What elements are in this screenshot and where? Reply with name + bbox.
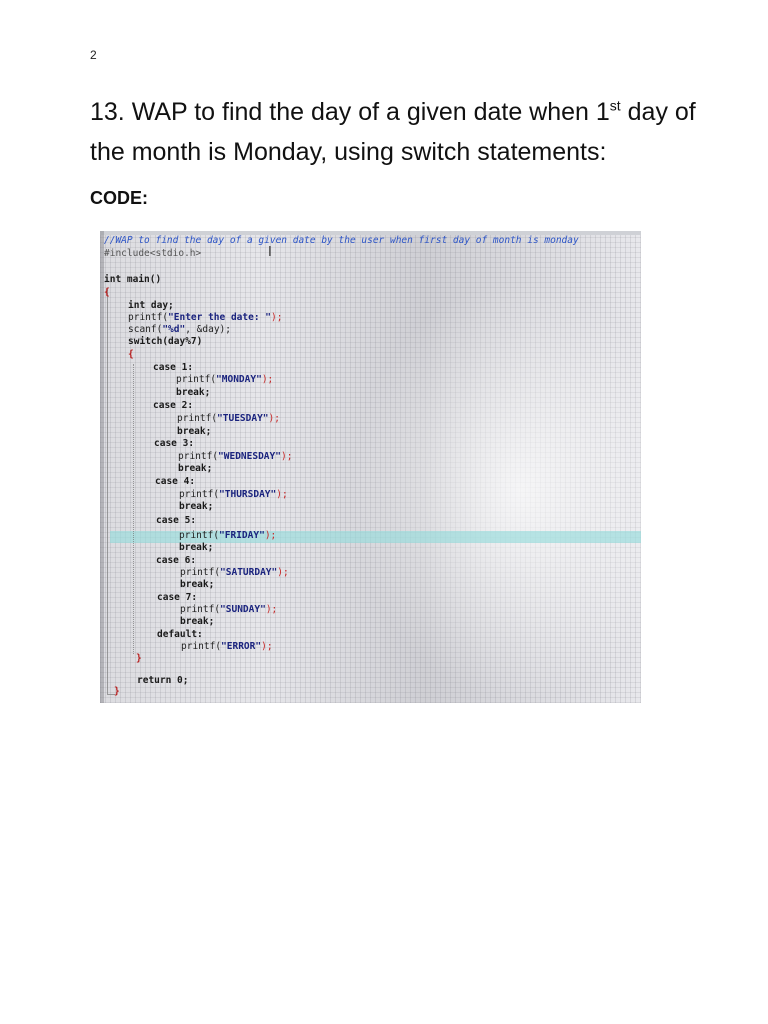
code-case-2: case 2: bbox=[153, 400, 194, 411]
code-stmt-close: ); bbox=[265, 604, 278, 615]
code-friday-string: "FRIDAY" bbox=[219, 530, 265, 541]
code-prompt-end: ); bbox=[271, 312, 283, 323]
code-error-string: "ERROR" bbox=[221, 641, 262, 652]
code-monday-string: "MONDAY" bbox=[216, 374, 262, 385]
code-prompt-string: "Enter the date: " bbox=[168, 312, 271, 323]
code-scanf-kw: scanf( bbox=[128, 324, 163, 335]
editor-gutter bbox=[100, 231, 104, 703]
code-stmt-close: ); bbox=[261, 374, 274, 385]
code-decl-line: int day; bbox=[128, 300, 174, 311]
code-break-7: break; bbox=[180, 616, 215, 627]
code-printf-saturday bbox=[180, 567, 289, 579]
code-wednesday-string: "WEDNESDAY" bbox=[218, 451, 281, 462]
code-sunday-string: "SUNDAY" bbox=[220, 604, 266, 615]
code-printf-open: printf( bbox=[180, 604, 221, 615]
code-printf-open: printf( bbox=[179, 489, 220, 500]
code-printf-error bbox=[181, 641, 273, 653]
code-case-5: case 5: bbox=[156, 515, 197, 526]
code-main-close-brace: } bbox=[114, 686, 120, 697]
code-case-4: case 4: bbox=[155, 476, 196, 487]
code-screenshot bbox=[100, 231, 641, 703]
code-printf-sunday bbox=[180, 604, 277, 616]
code-case-3: case 3: bbox=[154, 438, 195, 449]
code-printf-open: printf( bbox=[181, 641, 222, 652]
code-stmt-close: ); bbox=[261, 641, 273, 652]
code-thursday-string: "THURSDAY" bbox=[219, 489, 277, 500]
code-printf-friday bbox=[179, 530, 276, 542]
code-break-3: break; bbox=[178, 463, 213, 474]
code-stmt-close: ); bbox=[276, 489, 288, 500]
code-scanf-rest: , &day); bbox=[185, 324, 231, 335]
code-printf-kw: printf( bbox=[128, 312, 169, 323]
code-case-1: case 1: bbox=[153, 362, 194, 373]
code-switch-close-brace: } bbox=[136, 653, 142, 664]
code-printf-open: printf( bbox=[180, 567, 221, 578]
code-main-decl: int main() bbox=[104, 274, 162, 285]
question-prefix: 13. WAP to find the day of a given date when 1 bbox=[90, 98, 610, 126]
code-printf-monday bbox=[176, 374, 273, 386]
code-scanf-format: "%d" bbox=[162, 324, 186, 335]
code-saturday-string: "SATURDAY" bbox=[220, 567, 278, 578]
question-suffix: day of the month is Monday, using switch statements: bbox=[90, 98, 696, 166]
code-printf-tuesday bbox=[177, 413, 280, 425]
text-cursor-icon: I bbox=[268, 245, 272, 260]
code-return-line: return 0; bbox=[137, 675, 189, 686]
code-break-6: break; bbox=[180, 579, 215, 590]
code-printf-open: printf( bbox=[176, 374, 217, 385]
code-scanf-line bbox=[128, 324, 231, 336]
code-stmt-close: ); bbox=[277, 567, 289, 578]
code-printf-prompt-line bbox=[128, 312, 282, 324]
code-printf-open: printf( bbox=[178, 451, 219, 462]
code-stmt-close: ); bbox=[280, 451, 293, 462]
code-switch-open-brace: { bbox=[128, 349, 134, 360]
code-break-2: break; bbox=[177, 426, 212, 437]
switch-fold-line bbox=[133, 364, 134, 654]
code-stmt-close: ); bbox=[268, 413, 280, 424]
code-printf-wednesday bbox=[178, 451, 292, 463]
main-fold-line bbox=[107, 289, 108, 694]
code-tuesday-string: "TUESDAY" bbox=[217, 413, 269, 424]
code-printf-thursday bbox=[179, 489, 288, 501]
code-stmt-close: ); bbox=[264, 530, 277, 541]
code-case-6: case 6: bbox=[156, 555, 197, 566]
ordinal-superscript: st bbox=[609, 97, 621, 114]
code-comment-line: //WAP to find the day of a given date by the user when first day of month is monday bbox=[104, 235, 579, 246]
code-main-open-brace: { bbox=[104, 287, 110, 298]
code-break-4: break; bbox=[179, 501, 214, 512]
code-printf-open: printf( bbox=[179, 530, 220, 541]
code-break-1: break; bbox=[176, 387, 211, 398]
code-break-5: break; bbox=[179, 542, 214, 553]
code-include-line: #include<stdio.h> bbox=[104, 248, 202, 259]
question-heading bbox=[90, 92, 710, 172]
page-number: 2 bbox=[90, 48, 97, 62]
code-printf-open: printf( bbox=[177, 413, 218, 424]
code-label: CODE: bbox=[90, 188, 148, 208]
code-case-7: case 7: bbox=[157, 592, 198, 603]
code-default-label: default: bbox=[157, 629, 203, 640]
code-switch-line: switch(day%7) bbox=[128, 336, 203, 347]
